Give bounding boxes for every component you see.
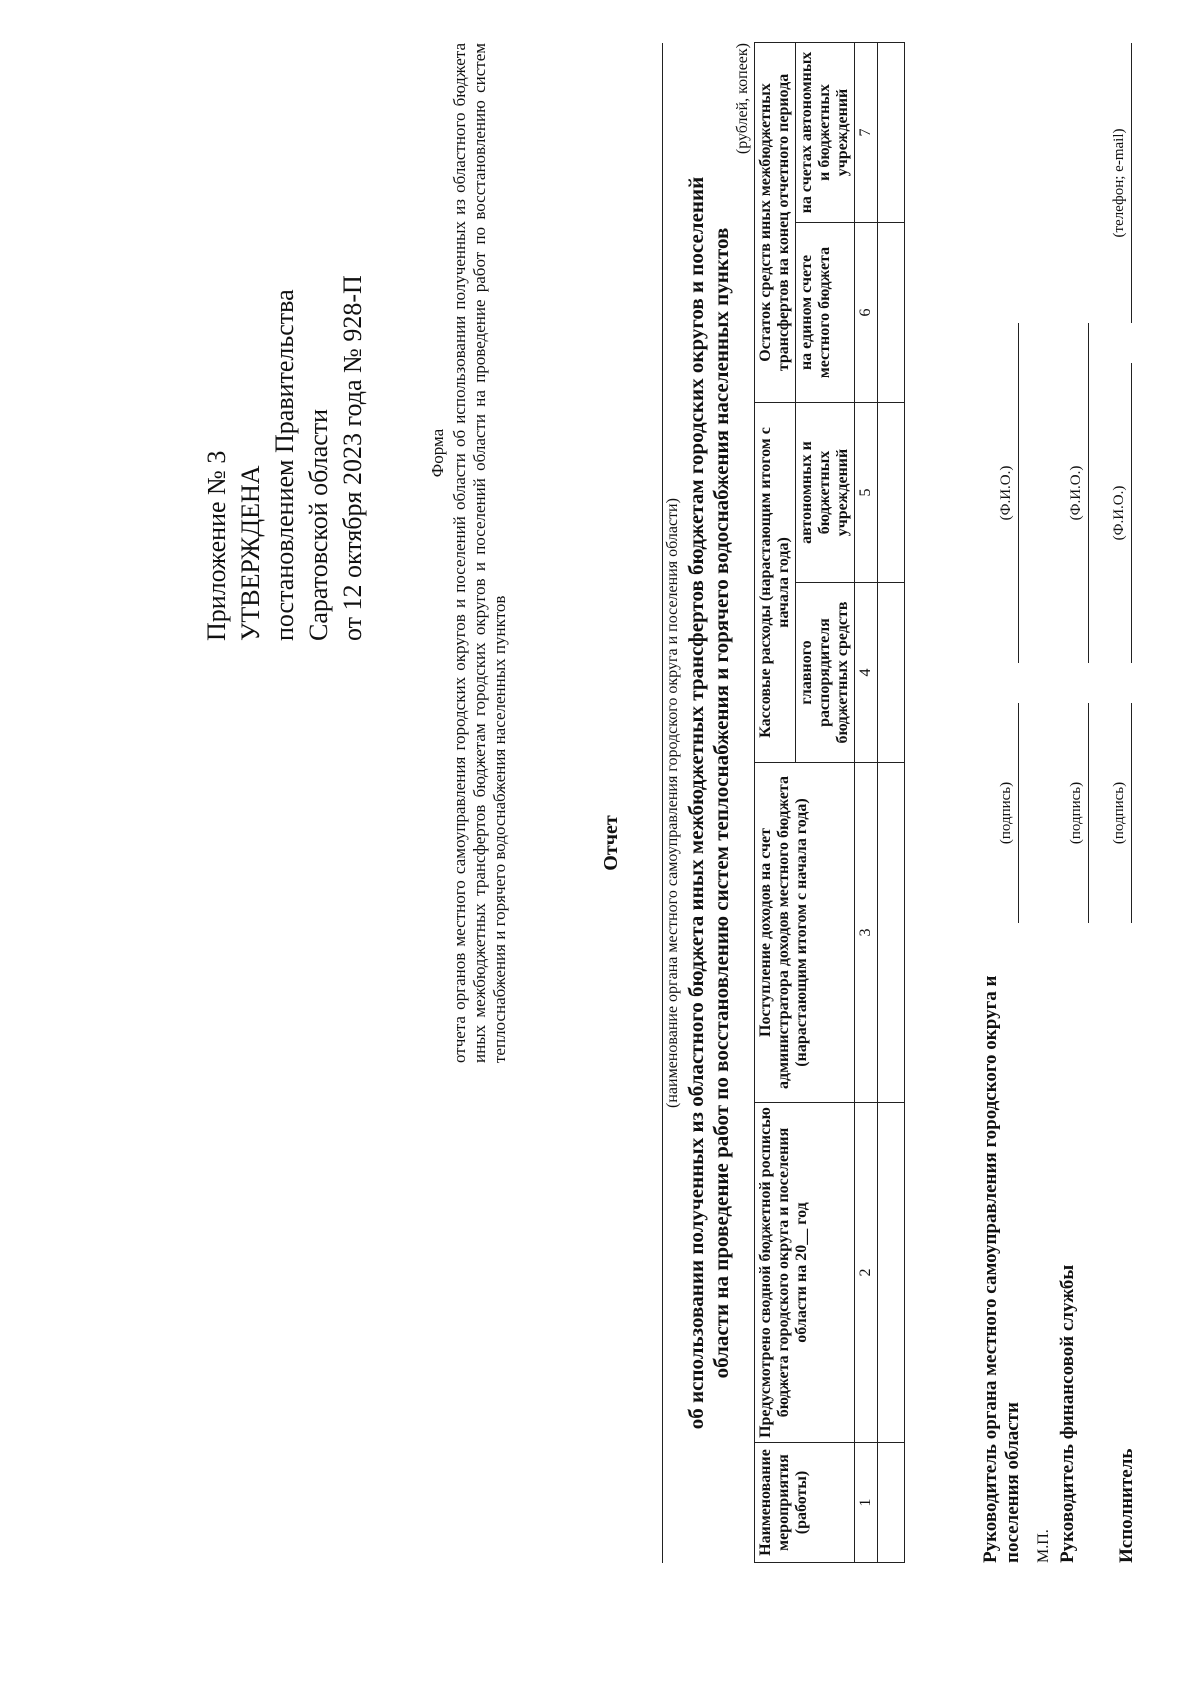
column-number: 3 (855, 763, 878, 1103)
header-balance: Остаток средств иных межбюджетных трансфертов на конец отчетного периода (755, 42, 796, 402)
table-header-row (755, 42, 796, 1562)
column-number: 6 (855, 222, 878, 402)
header-revenue: Поступление доходов на счет администратора доходов местного бюджета (нарастающим итогом с начала года) (755, 763, 855, 1103)
column-number: 1 (855, 1443, 878, 1563)
executor-name-caption: (Ф.И.О.) (1111, 485, 1127, 541)
header-cash-expenses: Кассовые расходы (нарастающим итогом с начала года) (755, 402, 796, 762)
executor-contact-caption: (телефон; e-mail) (1111, 128, 1127, 238)
table-cell (878, 402, 905, 582)
finance-signature-line (1088, 703, 1089, 923)
header-single-account: на едином счете местного бюджета (796, 222, 855, 402)
approval-authority: постановлением Правительства (270, 289, 299, 641)
head-signature-line (1018, 703, 1019, 923)
header-main-manager: главного распорядителя бюджетных средств (796, 583, 855, 763)
units-note: (рублей, копеек) (734, 43, 751, 155)
head-signature-caption: (подпись) (998, 781, 1014, 845)
report-title (684, 43, 734, 1563)
column-number: 4 (855, 583, 878, 763)
finance-name-caption: (Ф.И.О.) (1068, 465, 1084, 521)
report-title-line-2: области на проведение работ по восстановлению систем теплоснабжения и горячего водоснабжения населенных пунктов (709, 227, 733, 1379)
head-name-caption: (Ф.И.О.) (998, 465, 1014, 521)
report-heading: Отчет (600, 815, 622, 871)
header-activity: Наименование мероприятия (работы) (755, 1443, 855, 1563)
table-cell (878, 583, 905, 763)
header-planned: Предусмотрено сводной бюджетной росписью бюджета городского округа и поселения области на 20__ год (755, 1103, 855, 1443)
table-cell (878, 763, 905, 1103)
table-cell (878, 42, 905, 222)
finance-signature-caption: (подпись) (1068, 781, 1084, 845)
executor-name-line (1131, 363, 1132, 663)
column-number: 2 (855, 1103, 878, 1443)
org-name-caption: (наименование органа местного самоуправления городского округа и поселения области) (664, 498, 681, 1108)
executor-signature-line (1131, 703, 1132, 923)
report-table (754, 42, 905, 1563)
approval-date: от 12 октября 2023 года № 928-П (338, 275, 367, 641)
finance-name-line (1088, 323, 1089, 663)
column-number: 7 (855, 42, 878, 222)
column-number: 5 (855, 402, 878, 582)
executor-contact-line (1131, 43, 1132, 323)
document-page (50, 23, 1150, 1663)
finance-signatory-title: Руководитель финансовой службы (1057, 1264, 1078, 1563)
appendix-number: Приложение № 3 (202, 450, 231, 641)
executor-signature-caption: (подпись) (1111, 781, 1127, 845)
stamp-place: М.П. (1035, 1529, 1052, 1563)
approval-stamp: УТВЕРЖДЕНА (236, 465, 265, 641)
form-description: отчета органов местного самоуправления городских округов и поселений области об использовании полученных из областного бюджета иных межбюджетных трансфертов бюджетам городских округов и поселений области на проведение работ по восстановлению систем теплоснабжения и горячего водоснабжения населенных пунктов (450, 43, 509, 1063)
header-institutions: автономных и бюджетных учреждений (796, 402, 855, 582)
table-cell (878, 1103, 905, 1443)
executor-title: Исполнитель (1116, 1448, 1137, 1563)
head-name-line (1018, 323, 1019, 663)
table-number-row (855, 42, 878, 1562)
table-row (878, 42, 905, 1562)
table-cell (878, 1443, 905, 1563)
approval-region: Саратовской области (304, 408, 333, 641)
report-title-line-1: об использовании полученных из областного бюджета иных межбюджетных трансфертов бюджетам городских округов и поселений (684, 176, 708, 1430)
header-institution-accounts: на счетах автономных и бюджетных учреждений (796, 42, 855, 222)
org-name-line (662, 43, 663, 1563)
head-signatory-title: Руководитель органа местного самоуправления городского округа и поселения области (980, 975, 1023, 1563)
form-label: Форма (428, 428, 447, 478)
table-cell (878, 222, 905, 402)
approval-block (200, 81, 370, 641)
